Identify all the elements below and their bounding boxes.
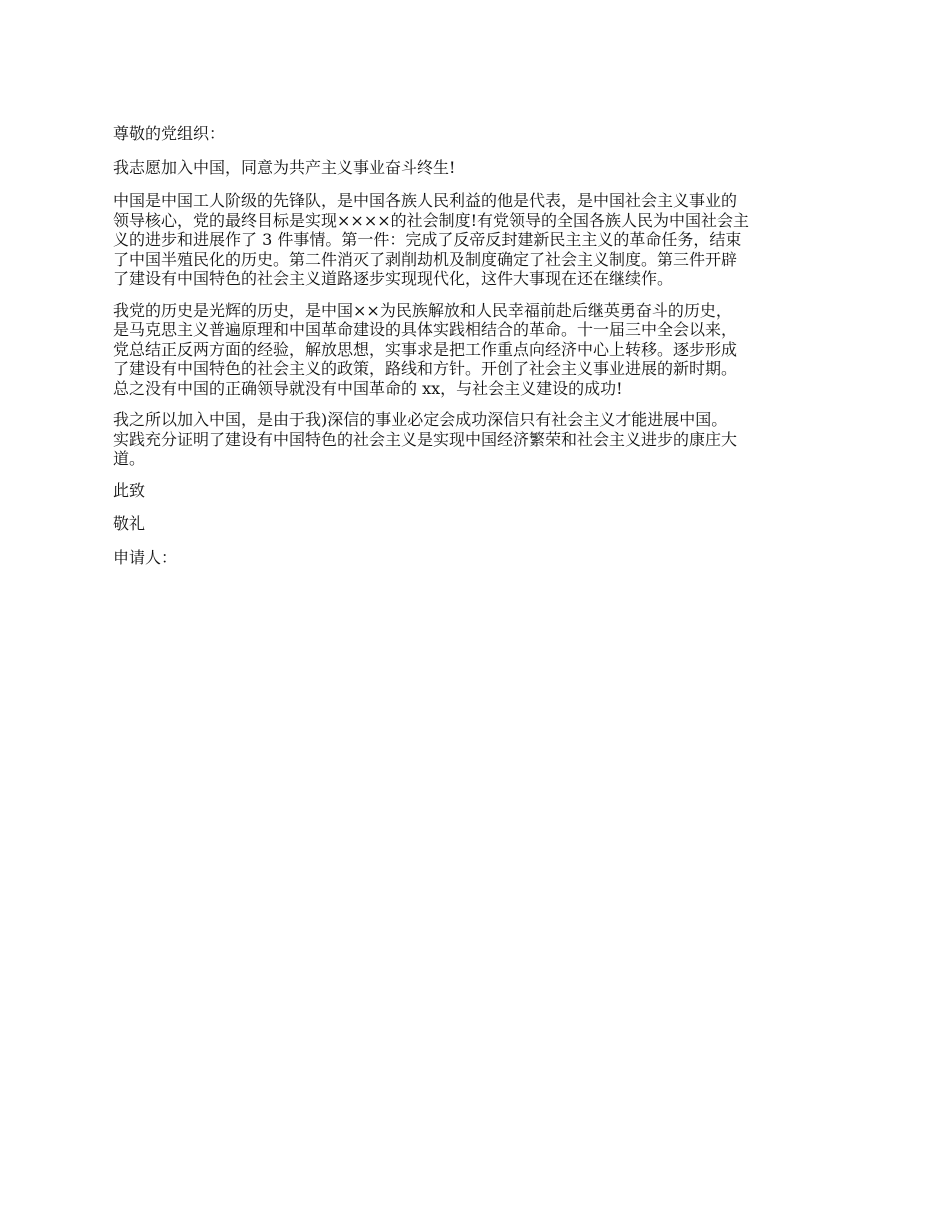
paragraph-line: 道。 <box>113 449 146 468</box>
paragraph-line: 我之所以加入中国，是由于我)深信的事业必定会成功深信只有社会主义才能进展中国。 <box>113 410 728 429</box>
paragraph-line: 了建设有中国特色的社会主义道路逐步实现现代化，这件大事现在还在继续作。 <box>113 269 674 288</box>
signature-block <box>113 548 843 568</box>
paragraph-line: 领导核心，党的最终目标是实现××××的社会制度!有党领导的全国各族人民为中国社会主 <box>113 210 750 230</box>
paragraph-party-history <box>113 301 843 399</box>
paragraph-line: 了中国半殖民化的历史。第二件消灭了剥削劫机及制度确定了社会主义制度。第三件开辟 <box>113 249 738 269</box>
paragraph-line: 党总结正反两方面的经验，解放思想，实事求是把工作重点向经济中心上转移。逐步形成 <box>113 339 738 359</box>
closing-salute <box>113 514 843 534</box>
paragraph-line: 是马克思主义普遍原理和中国革命建设的具体实践相结合的革命。十一届三中全会以来， <box>113 320 738 339</box>
salutation-text: 尊敬的党组织： <box>113 124 226 143</box>
paragraph-pledge <box>113 158 843 178</box>
application-letter <box>113 124 843 581</box>
paragraph-line: 总之没有中国的正确领导就没有中国革命的 xx，与社会主义建设的成功! <box>113 378 623 398</box>
paragraph-line: 了建设有中国特色的社会主义的政策，路线和方针。开创了社会主义事业进展的新时期。 <box>113 359 738 378</box>
signature-label: 申请人： <box>113 547 178 567</box>
closing-respect <box>113 481 843 501</box>
paragraph-line: 中国是中国工人阶级的先锋队，是中国各族人民利益的他是代表，是中国社会主义事业的 <box>113 191 738 210</box>
paragraph-line: 实践充分证明了建设有中国特色的社会主义是实现中国经济繁荣和社会主义进步的康庄大 <box>113 429 738 449</box>
closing-text: 此致 <box>113 480 146 500</box>
paragraph-motivation <box>113 410 843 469</box>
closing-text: 敬礼 <box>113 514 146 533</box>
paragraph-line: 我党的历史是光辉的历史，是中国××为民族解放和人民幸福前赴后继英勇奋斗的历史， <box>113 300 732 320</box>
paragraph-party-nature <box>113 191 843 289</box>
paragraph-line: 义的进步和进展作了 3 件事情。第一件：完成了反帝反封建新民主主义的革命任务，结束 <box>113 230 742 249</box>
salutation <box>113 124 843 144</box>
pledge-text: 我志愿加入中国，同意为共产主义事业奋斗终生! <box>113 157 456 177</box>
